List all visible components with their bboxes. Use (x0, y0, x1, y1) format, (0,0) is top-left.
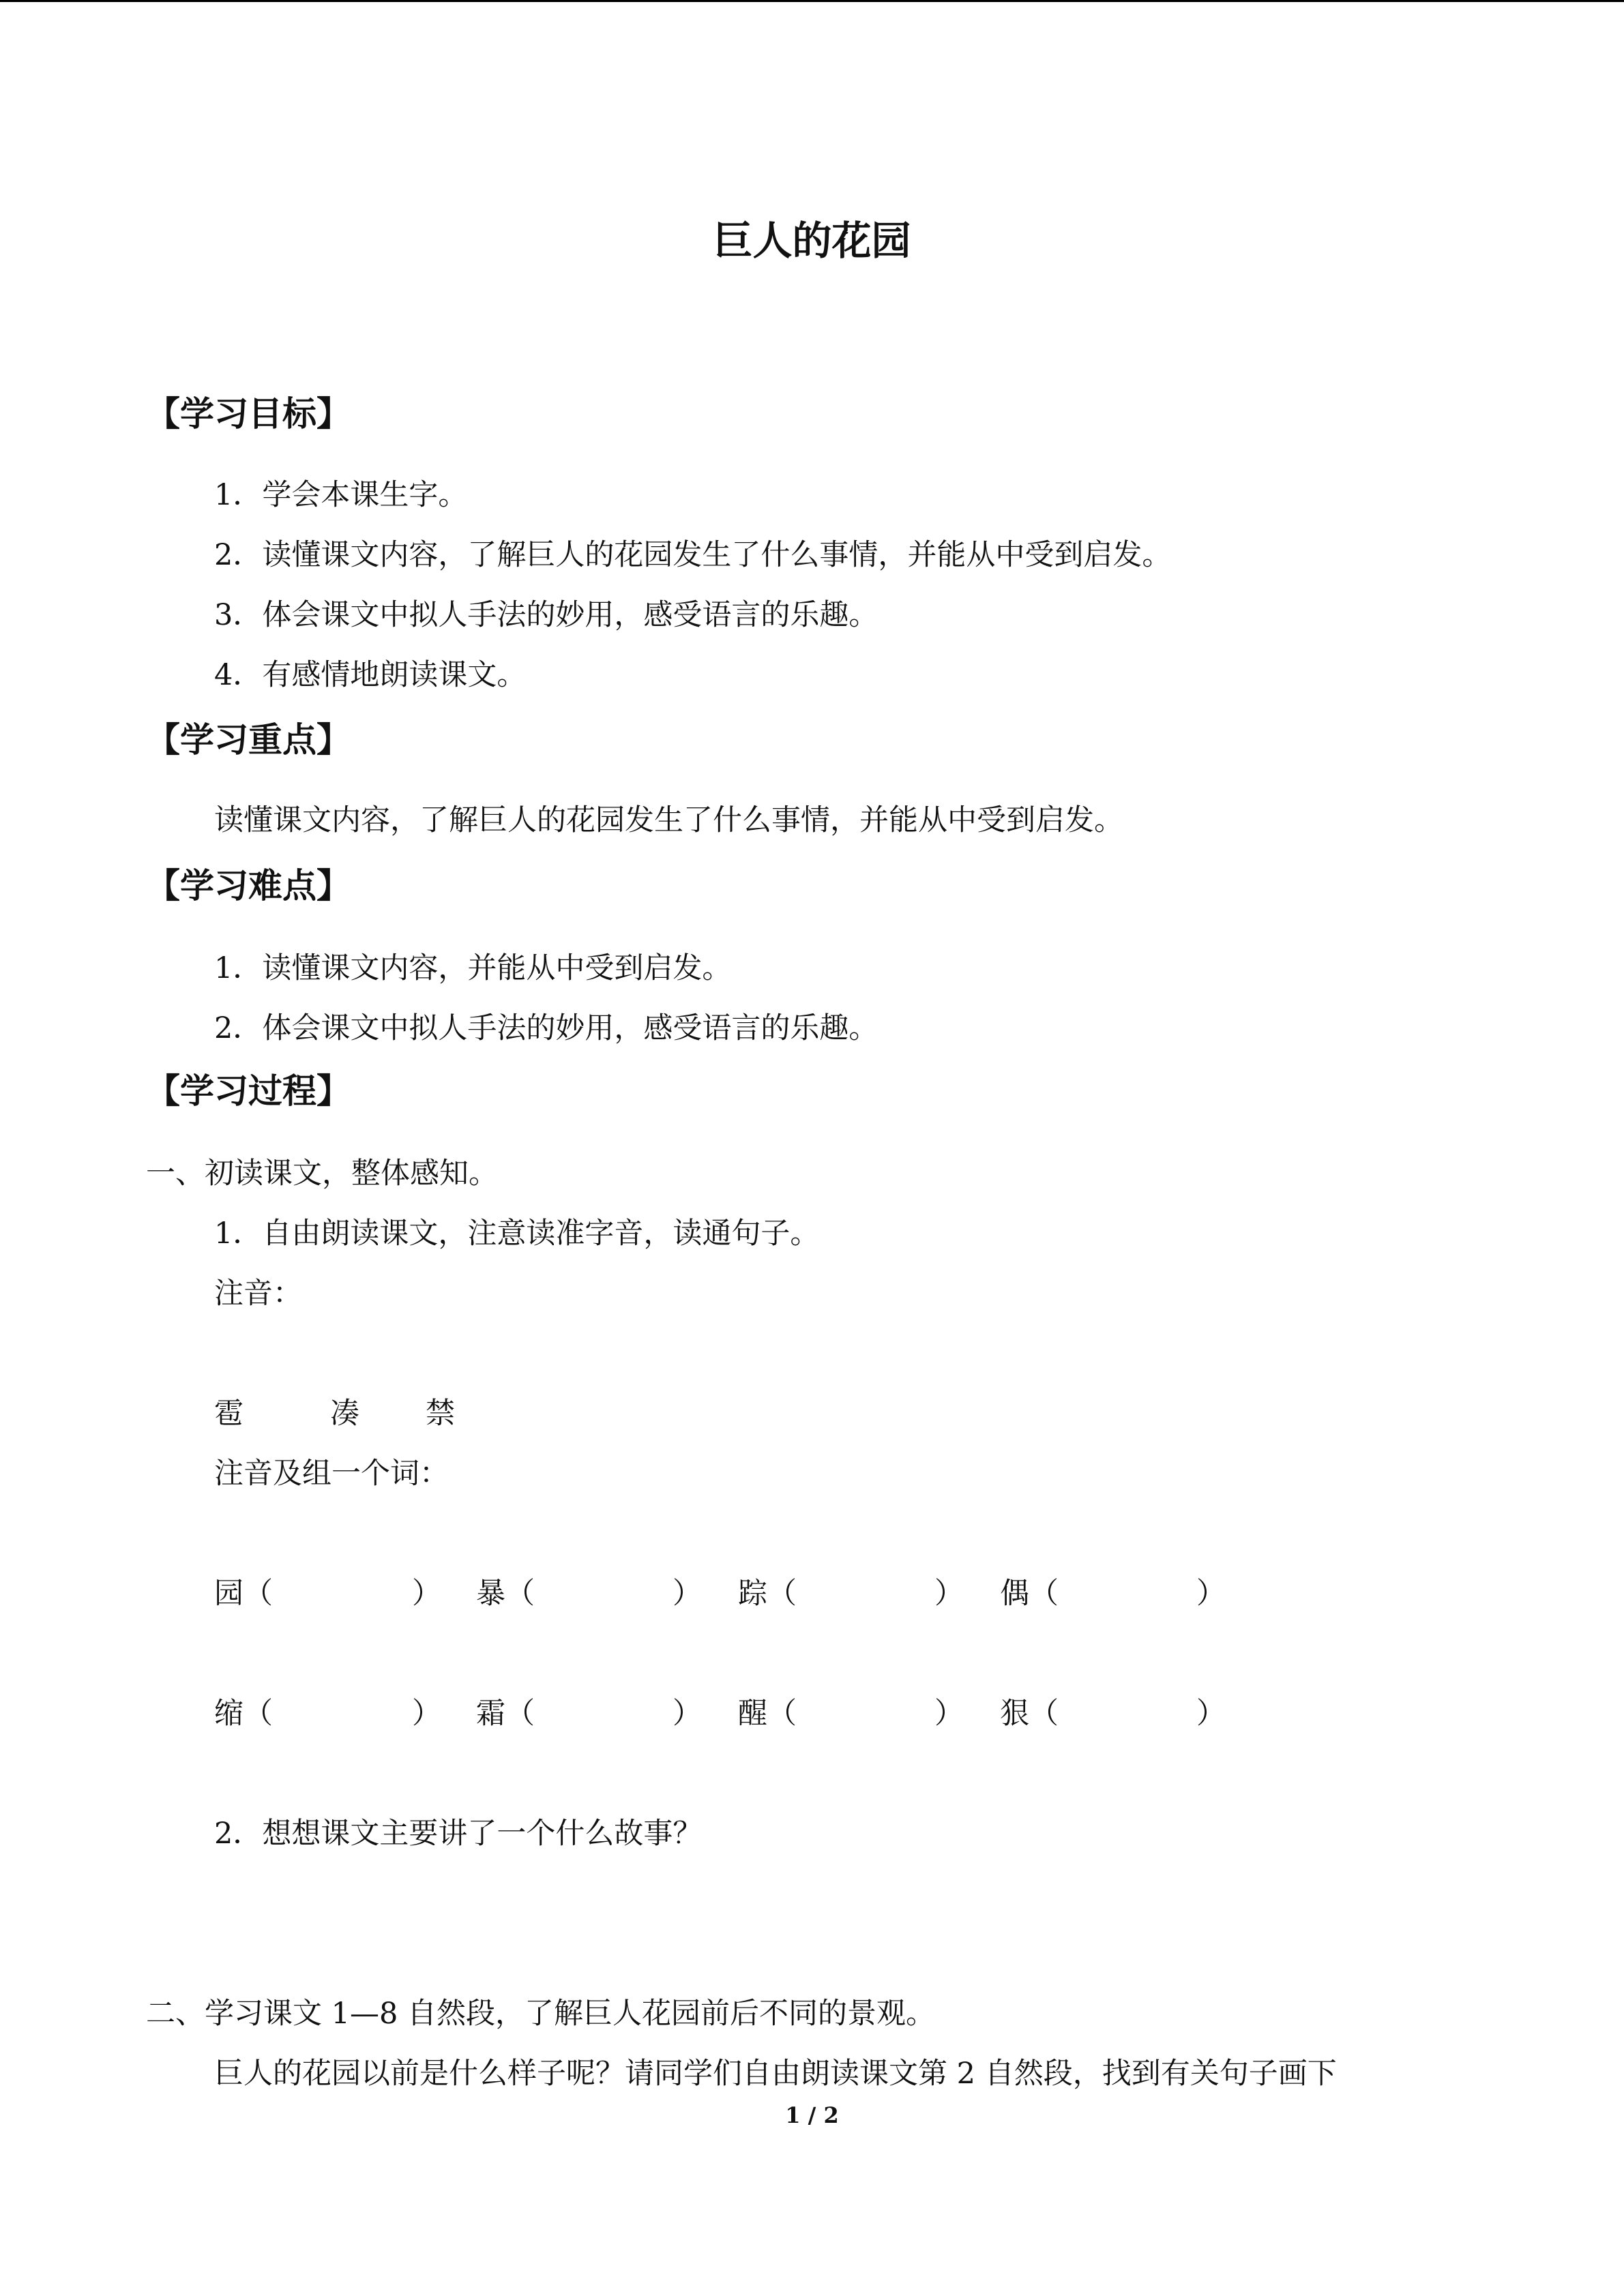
key-points-text: 读懂课文内容，了解巨人的花园发生了什么事情，并能从中受到启发。 (214, 803, 1123, 837)
char-blank-open: 踪（ (738, 1577, 797, 1611)
char-blank-close: ） (412, 1577, 441, 1611)
part2-title: 二、学习课文 1—8 自然段，了解巨人花园前后不同的景观。 (146, 1997, 936, 2031)
char-blank-close: ） (934, 1697, 964, 1731)
section-heading-difficulties: 【学习难点】 (146, 866, 351, 906)
pinyin-label: 注音： (214, 1277, 302, 1311)
section-heading-process: 【学习过程】 (146, 1071, 351, 1111)
char-blank-close: ） (412, 1697, 441, 1731)
char-blank-open: 狠（ (1000, 1697, 1059, 1731)
char-blank-open: 缩（ (214, 1697, 273, 1731)
pinyin-char: 凑 (330, 1397, 359, 1431)
char-blank-close: ） (1196, 1577, 1226, 1611)
section-heading-key-points: 【学习重点】 (146, 720, 351, 760)
char-blank-open: 园（ (214, 1577, 273, 1611)
top-border-line (0, 0, 1624, 2)
char-blank-close: ） (673, 1697, 702, 1731)
goal-item-2: 2．读懂课文内容，了解巨人的花园发生了什么事情，并能从中受到启发。 (214, 538, 1172, 572)
char-blank-open: 暴（ (476, 1577, 535, 1611)
char-blank-close: ） (673, 1577, 702, 1611)
char-blank-open: 偶（ (1000, 1577, 1059, 1611)
goal-item-4: 4．有感情地朗读课文。 (214, 658, 527, 692)
pinyin-char: 雹 (214, 1397, 243, 1431)
section-heading-goals: 【学习目标】 (146, 394, 351, 434)
char-blank-close: ） (934, 1577, 964, 1611)
part1-question-1: 1．自由朗读课文，注意读准字音，读通句子。 (214, 1217, 820, 1251)
pinyin-char: 禁 (426, 1397, 455, 1431)
char-blank-open: 霜（ (476, 1697, 535, 1731)
word-label: 注音及组一个词： (214, 1457, 449, 1491)
part1-question-2: 2．想想课文主要讲了一个什么故事？ (214, 1817, 703, 1851)
page-title: 巨人的花园 (713, 218, 911, 264)
difficulty-item-2: 2．体会课文中拟人手法的妙用，感受语言的乐趣。 (214, 1011, 879, 1045)
difficulty-item-1: 1．读懂课文内容，并能从中受到启发。 (214, 951, 732, 985)
char-blank-open: 醒（ (738, 1697, 797, 1731)
char-blank-close: ） (1196, 1697, 1226, 1731)
page-number: 1 / 2 (785, 2102, 839, 2128)
part2-text: 巨人的花园以前是什么样子呢？请同学们自由朗读课文第 2 自然段，找到有关句子画下 (214, 2057, 1337, 2091)
part1-title: 一、初读课文，整体感知。 (146, 1157, 498, 1191)
goal-item-1: 1．学会本课生字。 (214, 478, 468, 512)
goal-item-3: 3．体会课文中拟人手法的妙用，感受语言的乐趣。 (214, 598, 879, 632)
